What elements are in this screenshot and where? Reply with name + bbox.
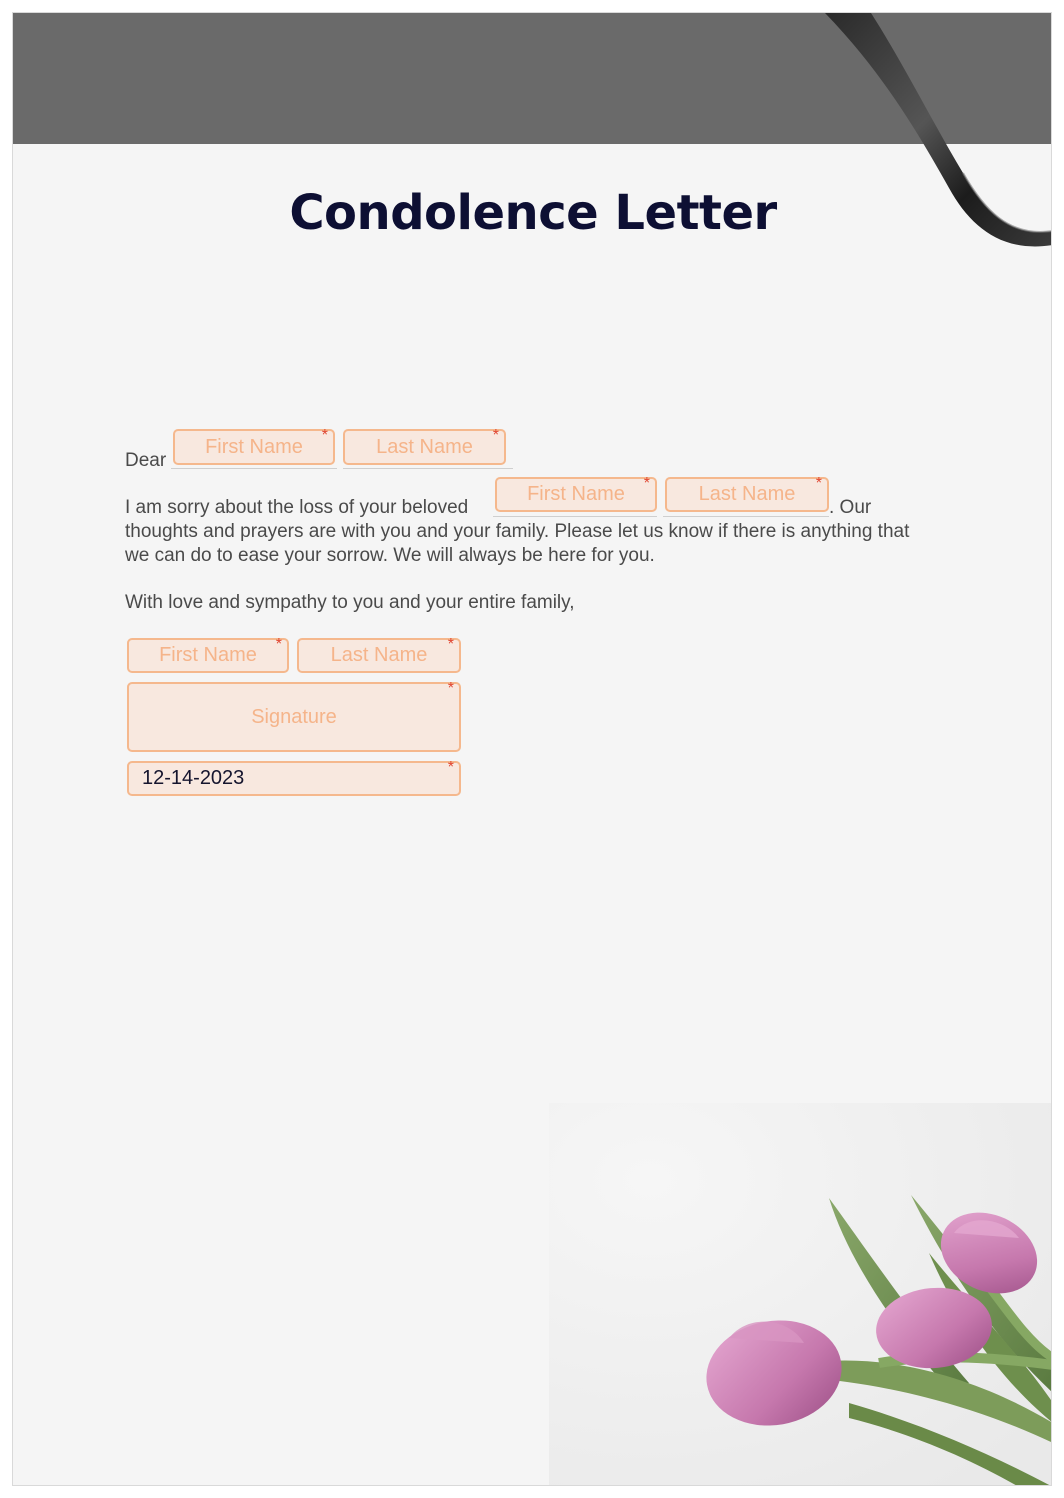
closing-text: With love and sympathy to you and your entire family, [125, 592, 575, 613]
field-placeholder: Last Name [376, 435, 473, 458]
sender-last-name-field[interactable] [297, 638, 461, 673]
date-field[interactable] [127, 761, 461, 796]
pink-tulips-image [549, 1103, 1052, 1486]
recipient-first-name-field[interactable] [173, 429, 335, 465]
field-placeholder: First Name [527, 483, 625, 505]
required-mark: * [492, 427, 499, 444]
paragraph-text: . Our [829, 497, 872, 518]
field-placeholder: First Name [205, 435, 303, 458]
page-title: Condolence Letter [289, 185, 777, 241]
field-underline [343, 468, 513, 469]
required-mark: * [447, 680, 454, 697]
letter-page [12, 12, 1052, 1486]
required-mark: * [447, 759, 454, 776]
required-mark: * [815, 475, 822, 492]
signature-field[interactable] [127, 682, 461, 752]
deceased-first-name-field[interactable] [495, 477, 657, 512]
field-underline [663, 516, 829, 517]
required-mark: * [643, 475, 650, 492]
paragraph-text: we can do to ease your sorrow. We will always be here for you. [125, 545, 655, 566]
field-placeholder: First Name [159, 644, 257, 666]
paragraph-text: I am sorry about the loss of your beloved [125, 497, 469, 518]
recipient-last-name-field[interactable] [343, 429, 506, 465]
date-value: 12-14-2023 [142, 767, 245, 789]
deceased-last-name-field[interactable] [665, 477, 829, 512]
required-mark: * [321, 427, 328, 444]
field-placeholder: Signature [251, 705, 337, 728]
required-mark: * [275, 636, 282, 653]
field-underline [171, 468, 337, 469]
required-mark: * [447, 636, 454, 653]
field-underline [493, 516, 657, 517]
sender-first-name-field[interactable] [127, 638, 289, 673]
paragraph-text: thoughts and prayers are with you and your family. Please let us know if there is anything that [125, 521, 910, 542]
salutation-text: Dear [125, 450, 167, 471]
field-placeholder: Last Name [698, 483, 796, 505]
field-placeholder: Last Name [330, 644, 428, 666]
